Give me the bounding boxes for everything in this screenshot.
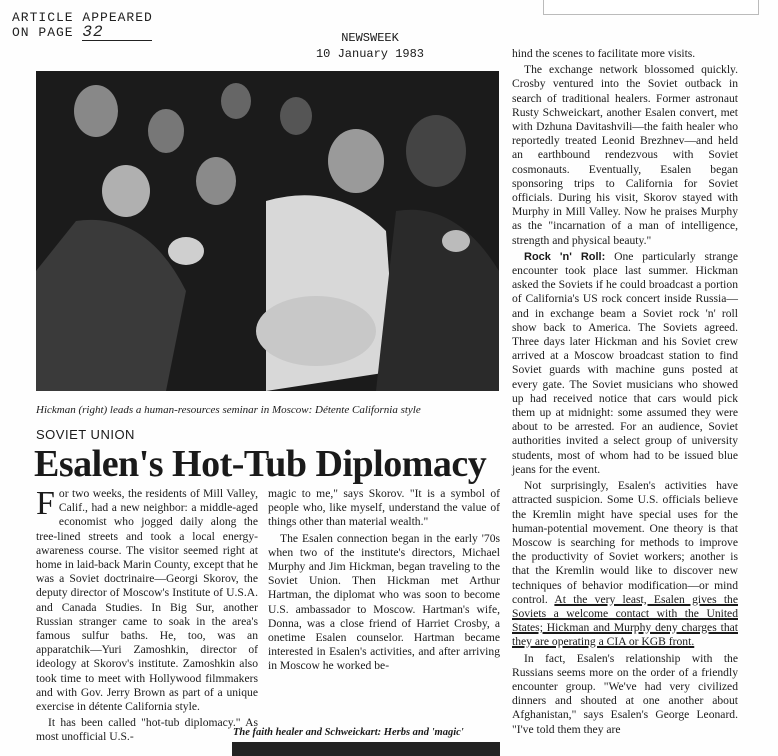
col2-paragraph-1: magic to me," says Skorov. "It is a symbol of people who, like myself, understand the value of things other than material wealth." (268, 487, 500, 529)
section-label: SOVIET UNION (36, 427, 135, 442)
col1-p1-text: or two weeks, the residents of Mill Valley, Calif., had a new neighbor: a middle-aged economist who jogged daily along the tree-lined streets and took a local energy-awareness course. The visitor seemed right at home in laid-back Marin County, except that he was a Soviet doctrinaire—Georgi Skorov, the deputy director of Moscow's Institute of U.S.A. and Canada Studies. In Big Sur, another Russian stranger came to soak in the area's famous sulfur baths. He, too, was an apparatchik—Yuri Zamoshkin, director of ideology at Skorov's institute. Zamoshkin also took time to meet with Hollywood filmmakers and with Gov. Jerry Brown as part of a unique exercise in détente California style. (36, 487, 258, 714)
column-1 (36, 487, 258, 747)
drop-cap: F (36, 485, 55, 522)
col3-paragraph-2: The exchange network blossomed quickly. Crosby ventured into the Soviet outback in search of traditional healers. Former astronaut Rusty Schweickart, another Esalen convert, met with Dzhuna Davitashvili—the faith healer who reportedly treated Leonid Brezhnev—and held an earthbound rendezvous with Soviet cosmonauts. Eventually, Esalen began sponsoring trips to California for Soviet officials. During his visit, Skorov stayed with Murphy in Mill Valley. Now he praises Murphy as the "incarnation of a man of intelligence, strength and physical beauty." (512, 63, 738, 247)
publication-date: 10 January 1983 (315, 47, 425, 61)
photo-caption: Hickman (right) leads a human-resources seminar in Moscow: Détente California style (36, 404, 421, 416)
seminar-photo-image (36, 71, 499, 391)
rock-n-roll-subhead: Rock 'n' Roll: (524, 250, 606, 263)
stamp-page-number: 32 (82, 25, 152, 41)
col3-paragraph-1: hind the scenes to facilitate more visits. (512, 47, 696, 60)
publication-name: NEWSWEEK (341, 31, 399, 45)
column-3 (512, 47, 738, 739)
col1-paragraph-2: It has been called "hot-tub diplomacy." As most unofficial U.S.- (36, 716, 258, 744)
masthead (300, 30, 440, 62)
stamp-line2 (12, 25, 153, 41)
col3-paragraph-3 (512, 250, 738, 477)
col3-paragraph-4 (512, 479, 738, 649)
col3-paragraph-5: In fact, Esalen's relationship with the Russians seems more on the order of a friendly encounter group. "We've had very civilized dinners and shouted at one another about Afghanistan," says Esalen's George Leonard. "I've told them they are (512, 651, 738, 736)
col1-paragraph-1 (36, 487, 258, 714)
secondary-photo-caption: The faith healer and Schweickart: Herbs and 'magic' (233, 727, 464, 738)
col3-p4-text: Not surprisingly, Esalen's activities have attracted suspicion. Some U.S. officials believe the Kremlin might have special uses for the human-potential movement. One theory is that Moscow is searching for methods to improve the productivity of Soviet workers; another is that the Kremlin would like to discover new techniques of behavior modification—or mind control. (512, 479, 738, 606)
col3-p3-text: One particularly strange encounter took place last summer. Hickman asked the Soviets if he could broadcast a portion of California's US rock concert inside Russia—and in exchange beam a Soviet rock 'n' roll show back to America. The Soviets agreed. Three days later Hickman and his Soviet crew arrived at a Moscow broadcast station to find Soviet guards with machine guns posted at every gate. The Soviet musicians who showed up had received notice that cars would pick them up at midnight: some assumed they were about to be arrested. For an audience, Soviet authorities invited a select group of university students, most of whom had to be issued blue jeans for the event. (512, 249, 738, 476)
top-right-box (543, 0, 759, 15)
seminar-photo (36, 71, 499, 391)
stamp-prefix: ON PAGE (12, 25, 74, 40)
secondary-photo (232, 742, 500, 756)
column-2 (268, 487, 500, 676)
headline: Esalen's Hot-Tub Diplomacy (34, 443, 487, 485)
underlined-passage: At the very least, Esalen gives the Soviets a welcome contact with the United States; Hickman and Murphy deny charges that they are operating a CIA or KGB front. (512, 592, 739, 649)
stamp-line1: ARTICLE APPEARED (12, 10, 153, 25)
col2-paragraph-2: The Esalen connection began in the early '70s when two of the institute's directors, Michael Murphy and Jim Hickman, began traveling to the Soviet Union. Then Hickman met Arthur Hartman, the diplomat who was soon to become U.S. ambassador to Moscow. Hartman's wife, Donna, was a close friend of Harriet Crosby, a onetime Esalen counselor. Hartman became interested in Esalen's activities, and after arriving in Moscow he worked be- (268, 531, 500, 673)
article-appeared-stamp (12, 10, 153, 41)
